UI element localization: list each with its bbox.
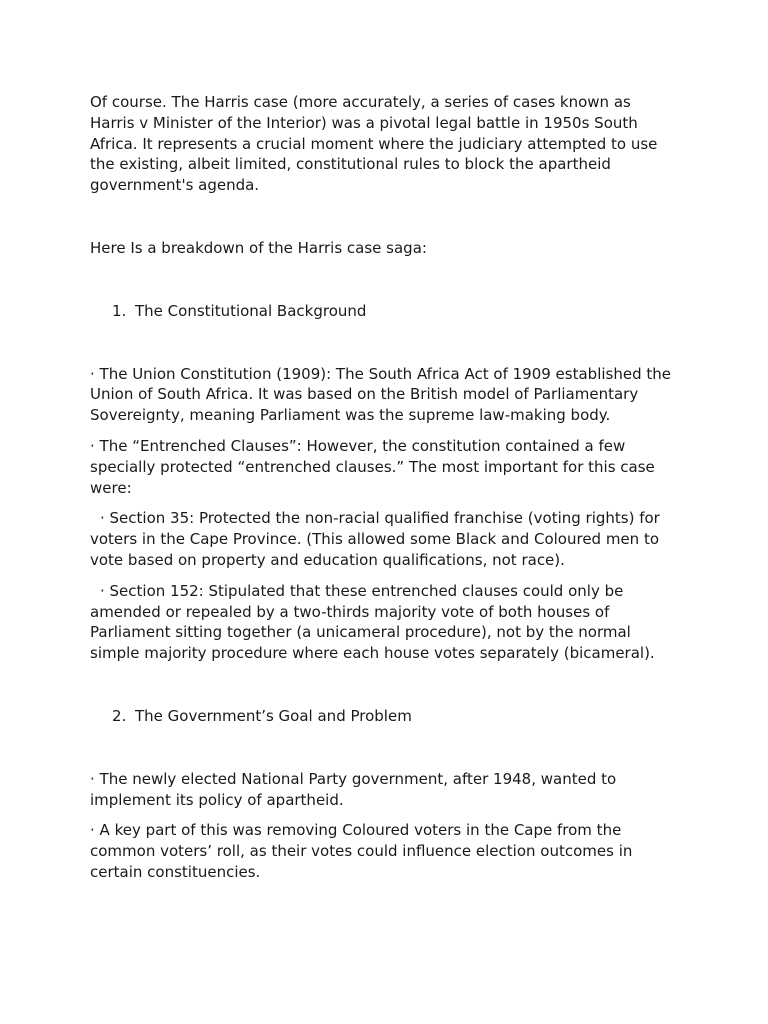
sub-bullet-paragraph: · Section 35: Protected the non-racial qualified franchise (voting rights) for voters in the Cape Province. (This allowed some Black and Coloured men to vote based on property and education qualifications, not race).: [90, 509, 660, 569]
lead-paragraph: Here Is a breakdown of the Harris case saga:: [90, 238, 427, 257]
bullet-paragraph: · The newly elected National Party government, after 1948, wanted to implement its policy of apartheid.: [90, 769, 617, 809]
bullet-paragraph: · The Union Constitution (1909): The South Africa Act of 1909 established the Union of South Africa. It was based on the British model of Parliamentary Sovereignty, meaning Parliament was the supreme law-making body.: [90, 364, 671, 425]
section-title: The Government’s Goal and Problem: [135, 706, 412, 725]
section-heading-1: [90, 301, 678, 322]
section-heading-2: [90, 706, 678, 727]
section-title: The Constitutional Background: [135, 301, 367, 320]
section-number: 2.: [112, 706, 127, 725]
bullet-paragraph: · The “Entrenched Clauses”: However, the constitution contained a few specially protected “entrenched clauses.” The most important for this case were:: [90, 436, 655, 497]
bullet-paragraph: · A key part of this was removing Coloured voters in the Cape from the common voters’ roll, as their votes could influence election outcomes in certain constituencies.: [90, 821, 633, 881]
sub-bullet-paragraph: · Section 152: Stipulated that these entrenched clauses could only be amended or repealed by a two-thirds majority vote of both houses of Parliament sitting together (a unicameral procedure), not by the normal simple majority procedure where each house votes separately (bicameral).: [90, 581, 655, 663]
intro-paragraph: Of course. The Harris case (more accurately, a series of cases known as Harris v Minister of the Interior) was a pivotal legal battle in 1950s South Africa. It represents a crucial moment where the judiciary attempted to use the existing, albeit limited, constitutional rules to block the apartheid government's agenda.: [90, 93, 658, 195]
section-number: 1.: [112, 301, 127, 320]
